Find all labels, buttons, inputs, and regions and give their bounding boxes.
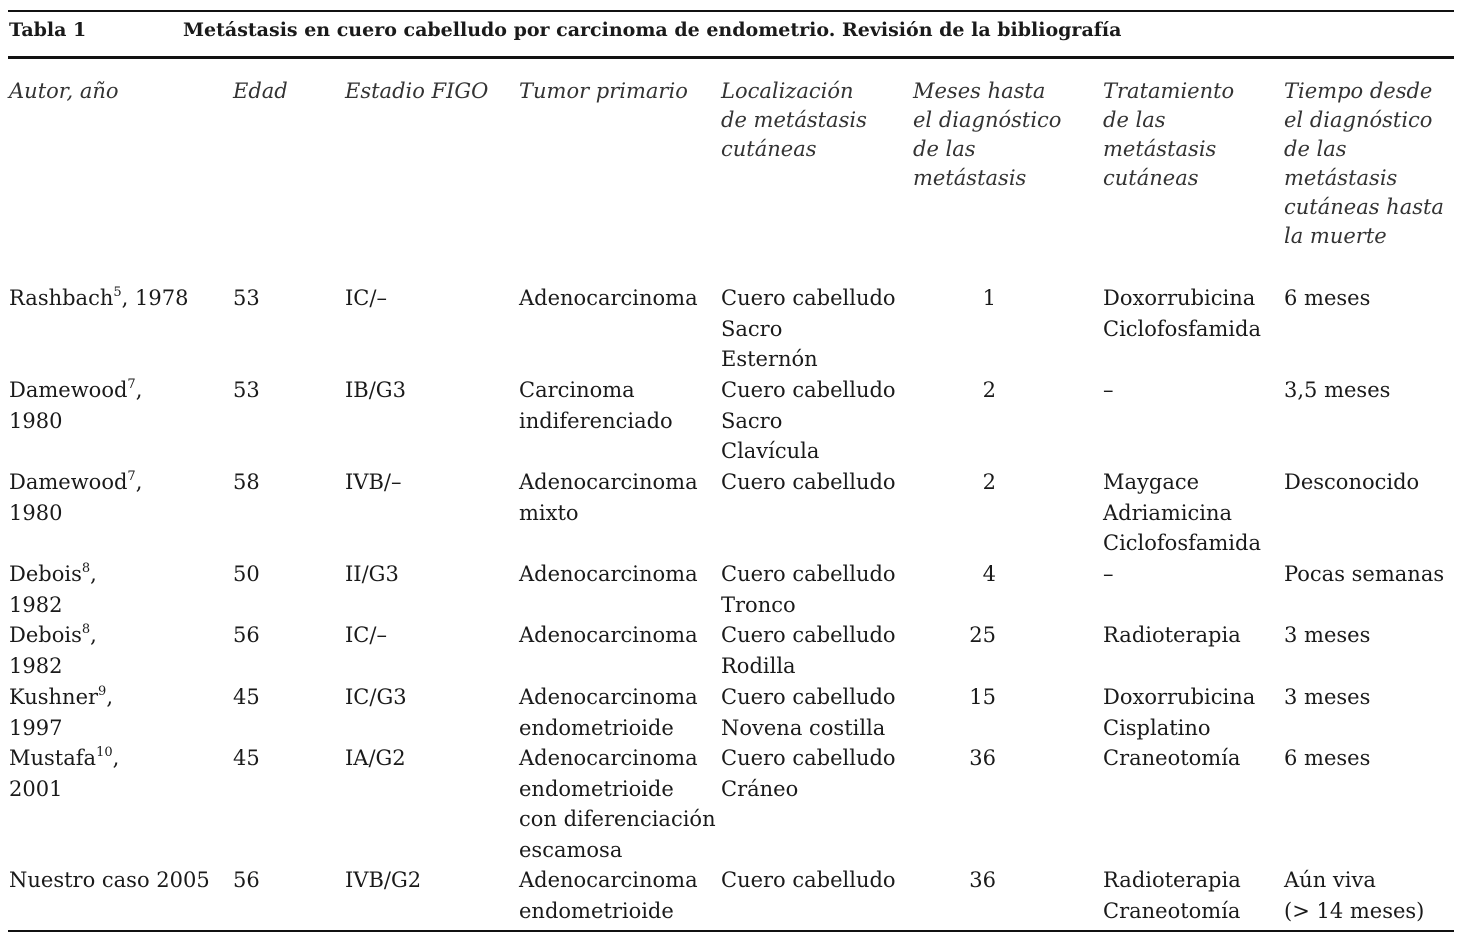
- cell-author: Nuestro caso 2005: [9, 868, 210, 892]
- cell-author: Kushner$^9$, 1997: [9, 684, 114, 740]
- cell-tumor: Adenocarcinoma: [519, 286, 698, 310]
- cell-age: 53: [233, 378, 260, 402]
- cell-time: Aún viva (> 14 meses): [1284, 868, 1425, 923]
- cell-time: Desconocido: [1284, 470, 1420, 494]
- cell-age: 56: [233, 623, 260, 647]
- cell-time: Pocas semanas: [1284, 562, 1445, 586]
- cell-treatment: –: [1103, 378, 1114, 402]
- table-title: Metástasis en cuero cabelludo por carcinoma de endometrio. Revisión de la bibliografía: [183, 19, 1122, 41]
- cell-treatment: Maygace Adriamicina Ciclofosfamida: [1103, 470, 1261, 555]
- header-tumor: Tumor primario: [519, 79, 688, 103]
- cell-tumor: Adenocarcinoma: [519, 623, 698, 647]
- cell-treatment: Craneotomía: [1103, 746, 1241, 770]
- cell-author: Mustafa$^{10}$, 2001: [9, 745, 120, 801]
- cell-age: 50: [233, 562, 260, 586]
- cell-author: Damewood$^7$, 1980: [9, 469, 143, 525]
- cell-age: 58: [233, 470, 260, 494]
- table-label: Tabla 1: [9, 19, 87, 41]
- header-time: Tiempo desde el diagnóstico de las metástasis cutáneas hasta la muerte: [1284, 79, 1444, 248]
- cell-time: 3,5 meses: [1284, 378, 1391, 402]
- cell-treatment: Radioterapia: [1103, 623, 1241, 647]
- cell-tumor: Adenocarcinoma: [519, 562, 698, 586]
- header-treatment: Tratamiento de las metástasis cutáneas: [1103, 79, 1235, 190]
- cell-time: 6 meses: [1284, 746, 1371, 770]
- cell-time: 3 meses: [1284, 623, 1371, 647]
- header-author: Autor, año: [9, 79, 119, 103]
- cell-stage: IA/G2: [345, 746, 406, 770]
- header-age: Edad: [233, 79, 288, 103]
- cell-location: Cuero cabelludo Rodilla: [721, 623, 896, 678]
- cell-location: Cuero cabelludo: [721, 470, 896, 494]
- cell-location: Cuero cabelludo Tronco: [721, 562, 896, 617]
- cell-time: 6 meses: [1284, 286, 1371, 310]
- cell-author: Debois$^8$, 1982: [9, 622, 97, 678]
- cell-author: Damewood$^7$, 1980: [9, 377, 143, 433]
- cell-months: 15: [969, 685, 996, 709]
- cell-time: 3 meses: [1284, 685, 1371, 709]
- bottom-rule: [8, 930, 1454, 932]
- cell-months: 25: [969, 623, 996, 647]
- cell-treatment: –: [1103, 562, 1114, 586]
- cell-location: Cuero cabelludo Sacro Esternón: [721, 286, 896, 371]
- cell-treatment: Doxorrubicina Cisplatino: [1103, 685, 1256, 740]
- table-caption: [9, 19, 1449, 49]
- top-rule: [8, 10, 1454, 12]
- cell-age: 56: [233, 868, 260, 892]
- cell-stage: IC/–: [345, 286, 387, 310]
- cell-location: Cuero cabelludo Cráneo: [721, 746, 896, 801]
- cell-stage: IB/G3: [345, 378, 406, 402]
- cell-months: 2: [982, 378, 996, 402]
- cell-stage: II/G3: [345, 562, 399, 586]
- cell-location: Cuero cabelludo: [721, 868, 896, 892]
- cell-months: 36: [969, 868, 996, 892]
- cell-stage: IC/G3: [345, 685, 407, 709]
- cell-stage: IVB/–: [345, 470, 402, 494]
- cell-months: 36: [969, 746, 996, 770]
- cell-age: 45: [233, 746, 260, 770]
- cell-tumor: Adenocarcinoma endometrioide: [519, 685, 698, 740]
- cell-location: Cuero cabelludo Sacro Clavícula: [721, 378, 896, 463]
- cell-tumor: Adenocarcinoma endometrioide: [519, 868, 698, 923]
- cell-tumor: Adenocarcinoma mixto: [519, 470, 698, 525]
- cell-months: 4: [982, 562, 996, 586]
- cell-stage: IVB/G2: [345, 868, 422, 892]
- header-months: Meses hasta el diagnóstico de las metástasis: [913, 79, 1062, 190]
- cell-stage: IC/–: [345, 623, 387, 647]
- header-rule: [8, 56, 1454, 59]
- cell-age: 45: [233, 685, 260, 709]
- cell-tumor: Carcinoma indiferenciado: [519, 378, 673, 433]
- cell-treatment: Radioterapia Craneotomía: [1103, 868, 1241, 923]
- cell-tumor: Adenocarcinoma endometrioide con diferenciación escamosa: [519, 746, 716, 862]
- cell-location: Cuero cabelludo Novena costilla: [721, 685, 896, 740]
- cell-treatment: Doxorrubicina Ciclofosfamida: [1103, 286, 1261, 341]
- cell-months: 1: [982, 286, 996, 310]
- header-stage: Estadio FIGO: [345, 79, 489, 103]
- cell-author: Rashbach$^5$, 1978: [9, 285, 189, 310]
- cell-author: Debois$^8$, 1982: [9, 561, 97, 617]
- cell-age: 53: [233, 286, 260, 310]
- cell-months: 2: [982, 470, 996, 494]
- header-location: Localización de metástasis cutáneas: [721, 79, 867, 161]
